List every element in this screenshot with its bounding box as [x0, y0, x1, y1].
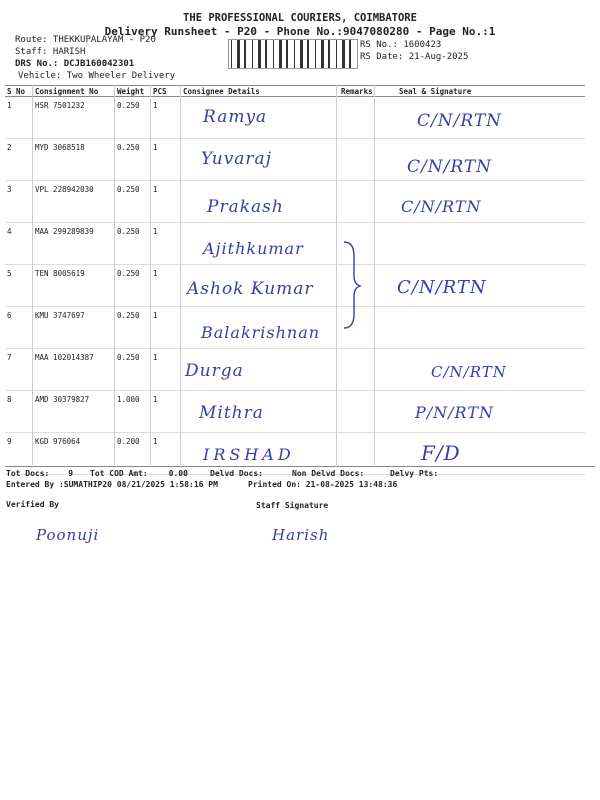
grid-line [150, 85, 151, 465]
company-name: THE PROFESSIONAL COURIERS, COIMBATORE [183, 12, 417, 24]
row-weight: 0.250 [115, 349, 151, 391]
drs-number: DRS No.: DCJB160042301 [15, 59, 135, 69]
grid-line [180, 85, 181, 465]
consignee-handwritten: Durga [185, 361, 244, 381]
tot-docs [6, 469, 73, 478]
route-text: Route: THEKKUPALAYAM - P20 [15, 35, 156, 45]
consignee-handwritten: IRSHAD [203, 445, 295, 464]
col-header-weight: Weight [115, 86, 151, 97]
printed-on: Printed On: 21-08-2025 13:48:36 [248, 480, 398, 489]
row-sno: 9 [5, 433, 33, 475]
row-consignment: MYD 3068518 [33, 139, 115, 181]
non-delvd-docs: Non Delvd Docs: [292, 469, 365, 478]
barcode-bar [231, 40, 232, 68]
consignee-handwritten: Balakrishnan [201, 323, 321, 342]
barcode-bar [315, 40, 316, 68]
seal-handwritten: C/N/RTN [397, 277, 487, 298]
row-weight: 0.250 [115, 307, 151, 349]
col-header-pcs: PCS [151, 86, 181, 97]
footer-divider [5, 466, 595, 467]
barcode-bar [258, 40, 261, 68]
row-consignment: HSR 7501232 [33, 97, 115, 139]
rs-number: RS No.: 1600423 [360, 40, 442, 50]
tot-cod-value: 0.00 [168, 469, 188, 478]
row-sno: 3 [5, 181, 33, 223]
barcode-bar [300, 40, 303, 68]
row-pcs: 1 [151, 139, 181, 181]
consignee-handwritten: Yuvaraj [201, 149, 272, 169]
barcode-bar [279, 40, 282, 68]
row-pcs: 1 [151, 391, 181, 433]
row-sno: 8 [5, 391, 33, 433]
staff-signature-label: Staff Signature [256, 501, 329, 510]
table-row [5, 349, 585, 391]
row-pcs: 1 [151, 349, 181, 391]
barcode-bar [349, 40, 351, 68]
delvy-pts: Delvy Pts: [390, 469, 439, 478]
barcode-bar [307, 40, 309, 68]
seal-handwritten: F/D [421, 441, 461, 465]
barcode-bar [265, 40, 267, 68]
table-row [5, 139, 585, 181]
table-row [5, 223, 585, 265]
seal-handwritten: P/N/RTN [415, 403, 494, 422]
row-pcs: 1 [151, 223, 181, 265]
barcode-bar [252, 40, 253, 68]
seal-handwritten: C/N/RTN [431, 363, 507, 381]
brace-mark [340, 240, 364, 330]
verified-signature: Poonuji [36, 526, 100, 544]
rs-date: RS Date: 21-Aug-2025 [360, 52, 469, 62]
barcode-bar [328, 40, 330, 68]
barcode-bar [342, 40, 345, 68]
barcode [228, 39, 358, 69]
tot-docs-value: 9 [68, 469, 74, 478]
runsheet-table [5, 85, 585, 475]
row-sno: 5 [5, 265, 33, 307]
staff-text: Staff: HARISH [15, 47, 86, 57]
row-consignment: MAA 299289839 [33, 223, 115, 265]
row-weight: 0.250 [115, 181, 151, 223]
row-weight: 0.200 [115, 433, 151, 475]
grid-line [114, 85, 115, 465]
row-sno: 1 [5, 97, 33, 139]
barcode-bar [321, 40, 324, 68]
col-header-consignee: Consignee Details [181, 86, 339, 97]
row-pcs: 1 [151, 97, 181, 139]
row-weight: 1.000 [115, 391, 151, 433]
grid-line [336, 85, 337, 465]
row-pcs: 1 [151, 433, 181, 475]
vehicle-text: Vehicle: Two Wheeler Delivery [18, 71, 176, 81]
row-consignment: TEN 8005619 [33, 265, 115, 307]
barcode-bar [273, 40, 274, 68]
barcode-bar [286, 40, 288, 68]
row-sno: 7 [5, 349, 33, 391]
table-row [5, 97, 585, 139]
row-consignment: AMD 30379827 [33, 391, 115, 433]
row-weight: 0.250 [115, 139, 151, 181]
consignee-handwritten: Mithra [199, 403, 264, 423]
delvd-docs: Delvd Docs: [210, 469, 263, 478]
barcode-bar [336, 40, 337, 68]
table-header-row [5, 86, 585, 97]
tot-docs-label: Tot Docs: [6, 469, 50, 478]
barcode-bar [237, 40, 240, 68]
row-consignment: MAA 102014387 [33, 349, 115, 391]
col-header-remarks: Remarks [339, 86, 375, 97]
row-pcs: 1 [151, 265, 181, 307]
row-weight: 0.250 [115, 97, 151, 139]
staff-signed-signature: Harish [272, 526, 330, 544]
col-header-sno: S No [5, 86, 33, 97]
col-header-seal: Seal & Signature [375, 86, 585, 97]
table-row [5, 307, 585, 349]
col-header-consignment: Consignment No [33, 86, 115, 97]
barcode-bar [244, 40, 246, 68]
verified-by-label: Verified By [6, 500, 59, 509]
row-consignment: VPL 228942030 [33, 181, 115, 223]
row-sno: 2 [5, 139, 33, 181]
row-weight: 0.250 [115, 223, 151, 265]
row-weight: 0.250 [115, 265, 151, 307]
runsheet-title: Delivery Runsheet - P20 - Phone No.:9047080280 - Page No.:1 [104, 25, 496, 38]
tot-cod-label: Tot COD Amt: [90, 469, 148, 478]
seal-handwritten: C/N/RTN [401, 197, 482, 216]
row-consignment: KMU 3747697 [33, 307, 115, 349]
barcode-bar [294, 40, 295, 68]
tot-cod [90, 469, 188, 478]
grid-line [32, 85, 33, 465]
consignee-handwritten: Ramya [203, 107, 268, 127]
consignee-handwritten: Prakash [207, 197, 284, 217]
row-sno: 6 [5, 307, 33, 349]
consignee-handwritten: Ajithkumar [203, 239, 304, 258]
row-pcs: 1 [151, 307, 181, 349]
row-consignment: KGD 976064 [33, 433, 115, 475]
table-row [5, 265, 585, 307]
row-sno: 4 [5, 223, 33, 265]
row-pcs: 1 [151, 181, 181, 223]
seal-handwritten: C/N/RTN [407, 157, 493, 177]
grid-line [374, 85, 375, 465]
table-row [5, 391, 585, 433]
entered-by: Entered By :SUMATHIP20 08/21/2025 1:58:16 PM [6, 480, 218, 489]
table-row [5, 181, 585, 223]
consignee-handwritten: Ashok Kumar [187, 279, 314, 299]
seal-handwritten: C/N/RTN [417, 111, 503, 131]
